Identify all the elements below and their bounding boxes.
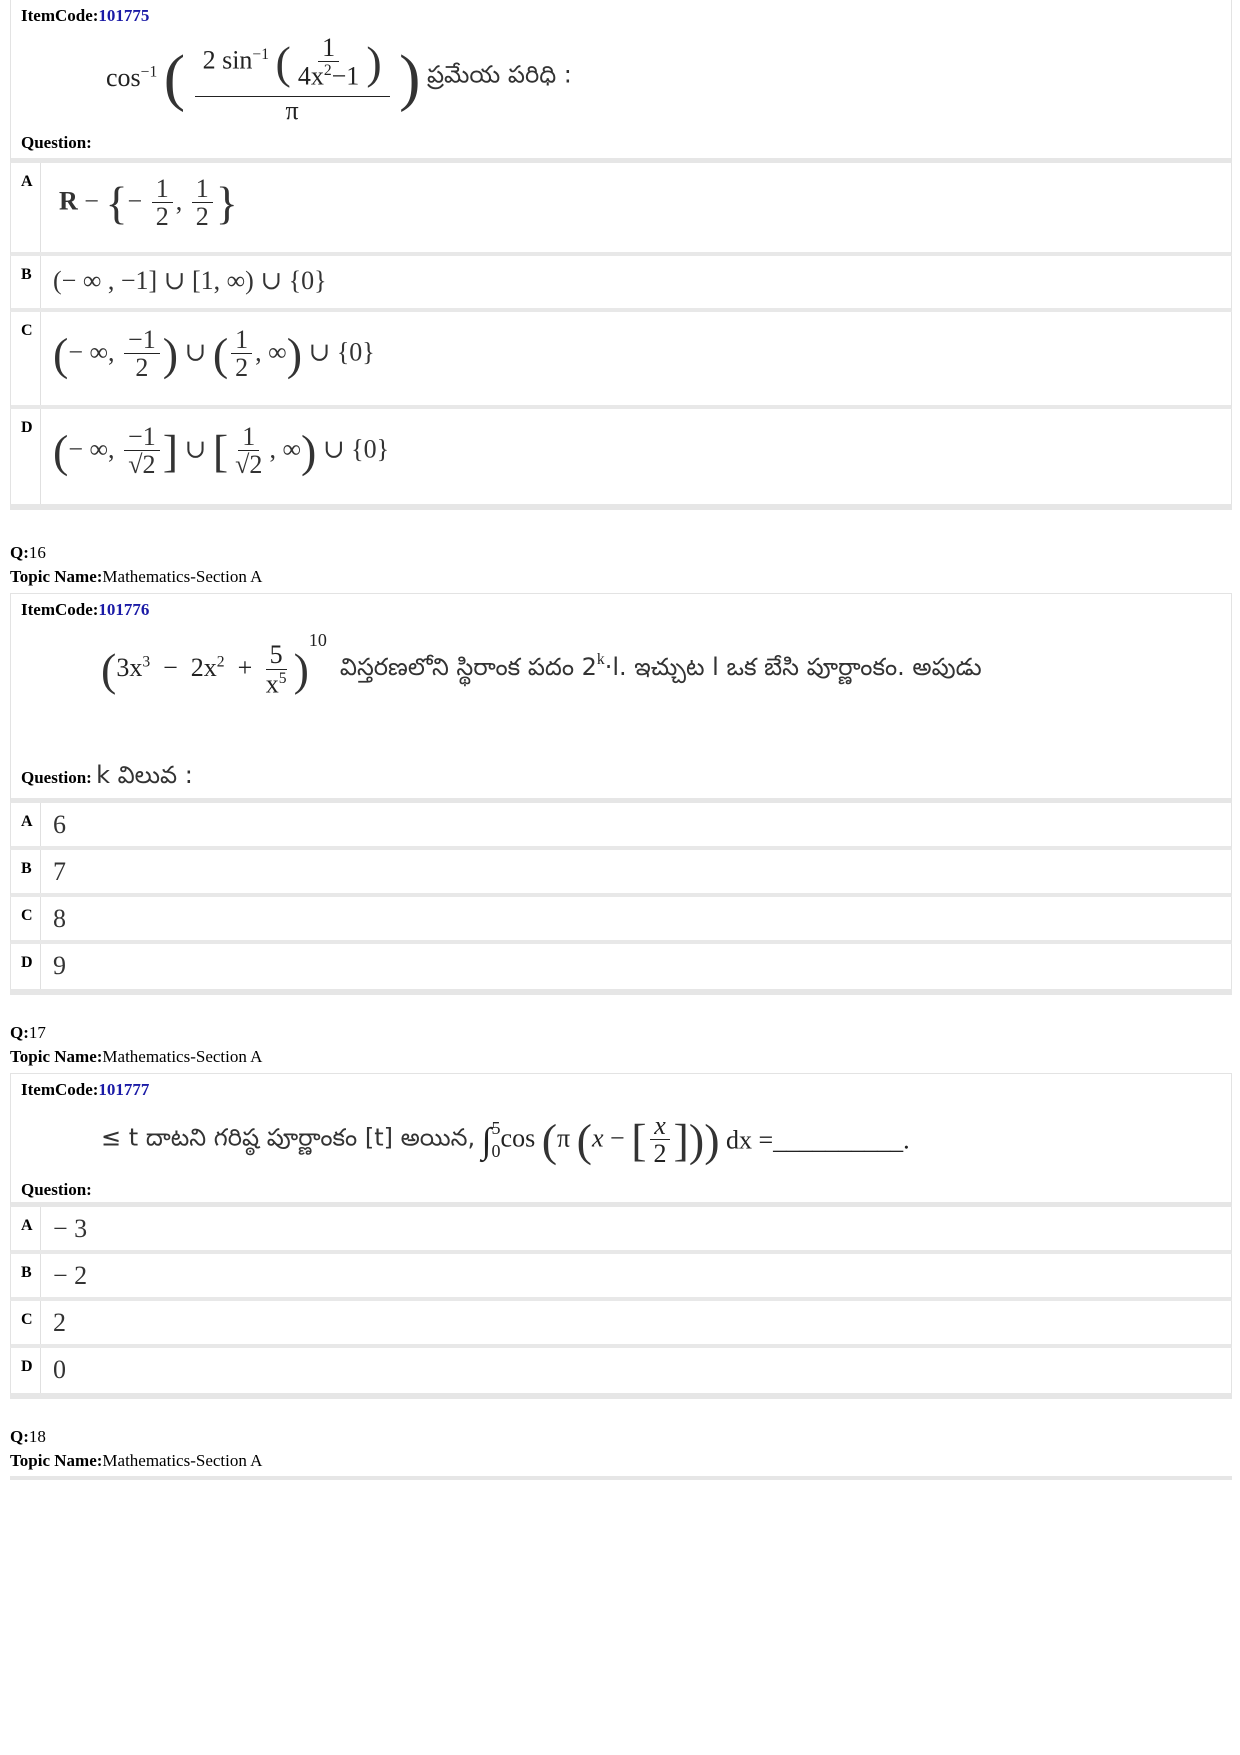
q18-number: 18 xyxy=(28,1427,46,1446)
q16-option-d-value: 9 xyxy=(53,951,66,980)
q15-option-d[interactable]: D (− ∞, $\frac{-1}{√2}$ ] ∪ [ $\frac{1}{√2}$ , ∞) ∪ {0} xyxy=(10,409,1232,504)
q17-option-c[interactable]: C 2 xyxy=(10,1301,1232,1348)
q16-option-d[interactable]: D 9 xyxy=(10,944,1232,989)
q16-stem: ($3x^3 - 2x^2$ + $\frac{5}{x^5}$ )$^{10}$ విస్తరణలోని స్థిరాంక పదం $2^k\cdot l$. ఇచ్చుట l ఒక బేసి పూర్ణాంకం. అపుడు xyxy=(101,630,982,699)
q15-stem: $\cos^{-1}$ ( 2 $\sin^{-1}$ ( $\frac{1}{4x^2-1}$ ) π ) ప్రమేయ పరిధి : xyxy=(106,30,572,125)
q15-item-code: ItemCode:101775 xyxy=(21,6,150,25)
q16-options xyxy=(10,803,1232,995)
q15-option-c[interactable]: C (− ∞, $\frac{-1}{2}$ ) ∪ ( $\frac{1}{2}$ , ∞) ∪ {0} xyxy=(10,312,1232,409)
q16-header: Q:16 Topic Name:Mathematics-Section A xyxy=(10,543,263,586)
q17-option-b-value: − 2 xyxy=(53,1261,88,1290)
q17-header: Q:17 Topic Name:Mathematics-Section A xyxy=(10,1023,263,1066)
q16-option-b-value: 7 xyxy=(53,857,66,886)
q18-topic: Mathematics-Section A xyxy=(102,1451,263,1470)
q16-option-c[interactable]: C 8 xyxy=(10,897,1232,944)
q15-option-d-value: (− ∞, $\frac{-1}{√2}$ ] ∪ [ $\frac{1}{√2}$ , ∞) ∪ {0} xyxy=(53,422,390,480)
q17-option-b[interactable]: B − 2 xyxy=(10,1254,1232,1301)
q16-option-b[interactable]: B 7 xyxy=(10,850,1232,897)
q15-option-c-value: (− ∞, $\frac{-1}{2}$ ) ∪ ( $\frac{1}{2}$ , ∞) ∪ {0} xyxy=(53,325,375,383)
q16-question-label: Question: k విలువ : xyxy=(21,761,193,789)
q17-topic: Mathematics-Section A xyxy=(102,1047,263,1066)
q16-item-code: ItemCode:101776 xyxy=(21,600,150,619)
q15-question-label: Question: xyxy=(21,133,92,152)
q17-option-a-value: − 3 xyxy=(53,1214,88,1243)
q16-option-c-value: 8 xyxy=(53,904,66,933)
q18-divider xyxy=(10,1476,1232,1480)
q17-stem: ≤ t దాటని గరిష్ఠ పూర్ణాంకం [t] అయిన, ∫ 5 0 cos (π (x − [ $\frac{x}{2}$ ])) dx =__________. xyxy=(101,1111,910,1169)
q15-stem-suffix: ప్రమేయ పరిధి : xyxy=(426,60,572,89)
q16-number: 16 xyxy=(28,543,46,562)
q17-option-a[interactable]: A − 3 xyxy=(10,1207,1232,1254)
q16-option-a-value: 6 xyxy=(53,810,66,839)
q18-header: Q:18 Topic Name:Mathematics-Section A xyxy=(10,1427,263,1470)
q15-options xyxy=(10,163,1232,510)
q17-question-label: Question: xyxy=(21,1180,92,1199)
q17-option-d[interactable]: D 0 xyxy=(10,1348,1232,1393)
q17-number: 17 xyxy=(28,1023,46,1042)
q16-question-block xyxy=(10,593,1232,803)
q17-option-c-value: 2 xyxy=(53,1308,66,1337)
q15-option-a-value: R − {− $\frac{1}{2}$ , $\frac{1}{2}$ } xyxy=(59,174,238,232)
q17-question-block xyxy=(10,1073,1232,1207)
q16-option-a[interactable]: A 6 xyxy=(10,803,1232,850)
q15-option-a[interactable]: A R − {− $\frac{1}{2}$ , $\frac{1}{2}$ } xyxy=(10,163,1232,256)
q15-question-block xyxy=(10,0,1232,163)
q15-option-b[interactable]: B (− ∞ , −1] ∪ [1, ∞) ∪ {0} xyxy=(10,256,1232,312)
q17-item-code: ItemCode:101777 xyxy=(21,1080,150,1099)
q16-topic: Mathematics-Section A xyxy=(102,567,263,586)
q15-option-b-value: (− ∞ , −1] ∪ [1, ∞) ∪ {0} xyxy=(53,266,327,295)
q17-options xyxy=(10,1207,1232,1399)
q17-option-d-value: 0 xyxy=(53,1355,66,1384)
